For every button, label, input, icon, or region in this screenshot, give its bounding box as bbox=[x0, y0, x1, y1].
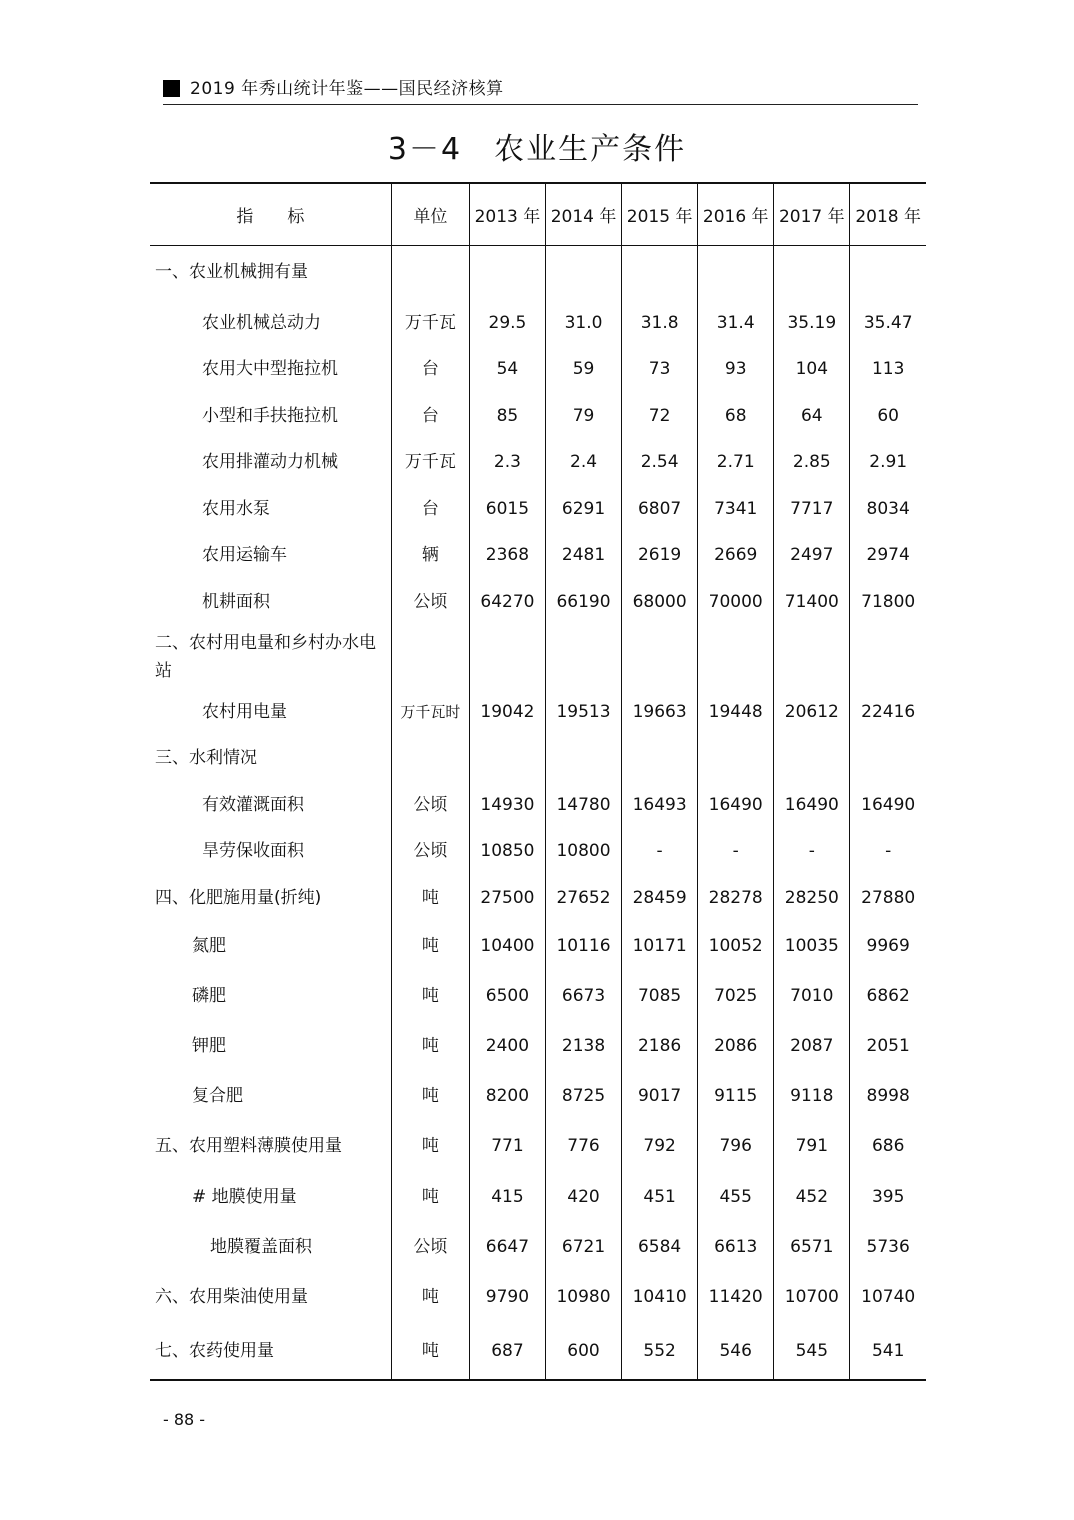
value-cell: 19513 bbox=[545, 689, 621, 735]
value-cell: 8034 bbox=[866, 498, 910, 519]
value-cell: 10171 bbox=[622, 921, 698, 971]
value-cell: 10410 bbox=[622, 1272, 698, 1322]
value-cell: 687 bbox=[469, 1322, 545, 1380]
unit-cell: 吨 bbox=[391, 921, 469, 971]
indicator-cell: 七、农药使用量 bbox=[150, 1322, 391, 1380]
table-row bbox=[150, 625, 926, 689]
value-cell: 16490 bbox=[861, 794, 916, 815]
running-title: 2019 年秀山统计年鉴——国民经济核算 bbox=[190, 79, 504, 99]
value-cell: 6291 bbox=[545, 485, 621, 532]
value-cell: 68000 bbox=[622, 578, 698, 625]
value-cell: 70000 bbox=[698, 578, 774, 625]
indicator-cell: 有效灌溉面积 bbox=[150, 781, 391, 828]
value-cell: 2.71 bbox=[698, 439, 774, 485]
value-cell bbox=[469, 625, 545, 689]
value-cell: 6500 bbox=[469, 971, 545, 1021]
value-cell: 31.4 bbox=[698, 299, 774, 346]
value-cell: 27500 bbox=[469, 874, 545, 921]
value-cell: 776 bbox=[545, 1121, 621, 1171]
value-cell: 10035 bbox=[774, 921, 850, 971]
indicator-cell: 氮肥 bbox=[150, 921, 391, 971]
value-cell: 395 bbox=[871, 1186, 905, 1207]
value-cell bbox=[698, 735, 774, 781]
value-cell: 22416 bbox=[861, 702, 916, 722]
unit-cell: 吨 bbox=[391, 1021, 469, 1071]
value-cell: 6673 bbox=[545, 971, 621, 1021]
value-cell: 791 bbox=[774, 1121, 850, 1171]
value-cell: 31.8 bbox=[622, 299, 698, 346]
table-row bbox=[150, 1222, 926, 1272]
indicator-cell: 农业机械总动力 bbox=[150, 299, 391, 346]
value-cell: 11420 bbox=[698, 1272, 774, 1322]
value-cell: 113 bbox=[871, 359, 905, 379]
value-cell: 455 bbox=[698, 1171, 774, 1222]
indicator-cell: 机耕面积 bbox=[150, 578, 391, 625]
value-cell: 6571 bbox=[774, 1222, 850, 1272]
column-header-indicator: 指 标 bbox=[150, 183, 391, 245]
value-cell: 10800 bbox=[545, 828, 621, 874]
value-cell: 79 bbox=[545, 392, 621, 439]
table-row bbox=[150, 971, 926, 1021]
value-cell: 104 bbox=[774, 346, 850, 392]
unit-cell: 万千瓦时 bbox=[391, 689, 469, 735]
column-header-year: 2016 年 bbox=[698, 183, 774, 245]
value-cell: 14780 bbox=[545, 781, 621, 828]
value-cell: 10850 bbox=[469, 828, 545, 874]
value-cell: 545 bbox=[774, 1322, 850, 1380]
unit-cell: 公顷 bbox=[391, 781, 469, 828]
value-cell: 31.0 bbox=[545, 299, 621, 346]
value-cell: 60 bbox=[877, 405, 899, 426]
table-row bbox=[150, 1021, 926, 1071]
value-cell: 451 bbox=[622, 1171, 698, 1222]
value-cell: 8725 bbox=[545, 1071, 621, 1121]
table-row bbox=[150, 532, 926, 578]
value-cell: 420 bbox=[545, 1171, 621, 1222]
value-cell: 71400 bbox=[774, 578, 850, 625]
column-header-year: 2015 年 bbox=[622, 183, 698, 245]
value-cell bbox=[774, 245, 850, 299]
value-cell: 27652 bbox=[545, 874, 621, 921]
value-cell: 2087 bbox=[774, 1021, 850, 1071]
table-row bbox=[150, 735, 926, 781]
value-cell: 71800 bbox=[861, 591, 916, 612]
column-header-unit: 单位 bbox=[391, 183, 469, 245]
value-cell: 54 bbox=[469, 346, 545, 392]
unit-cell: 公顷 bbox=[391, 1222, 469, 1272]
value-cell: 2.54 bbox=[622, 439, 698, 485]
indicator-cell: 地膜覆盖面积 bbox=[150, 1222, 391, 1272]
indicator-cell: 农村用电量 bbox=[150, 689, 391, 735]
value-cell: 2974 bbox=[866, 545, 910, 565]
unit-cell: 吨 bbox=[391, 971, 469, 1021]
table-row bbox=[150, 299, 926, 346]
value-cell bbox=[622, 625, 698, 689]
unit-cell: 万千瓦 bbox=[391, 439, 469, 485]
value-cell: - bbox=[622, 828, 698, 874]
unit-cell: 公顷 bbox=[391, 828, 469, 874]
table-row bbox=[150, 485, 926, 532]
page-title: 3－4 农业生产条件 bbox=[387, 132, 687, 167]
indicator-cell: 四、化肥施用量(折纯) bbox=[150, 874, 391, 921]
value-cell bbox=[850, 625, 926, 689]
value-cell: 10740 bbox=[861, 1287, 916, 1307]
header-square-icon bbox=[163, 80, 180, 97]
indicator-cell: 一、农业机械拥有量 bbox=[150, 245, 391, 299]
indicator-cell: 三、水利情况 bbox=[150, 735, 391, 781]
value-cell: - bbox=[698, 828, 774, 874]
unit-cell: 吨 bbox=[391, 1121, 469, 1171]
table-row bbox=[150, 392, 926, 439]
value-cell: 10700 bbox=[774, 1272, 850, 1322]
value-cell: 16493 bbox=[622, 781, 698, 828]
value-cell bbox=[545, 625, 621, 689]
unit-cell: 吨 bbox=[391, 874, 469, 921]
value-cell: 541 bbox=[850, 1322, 926, 1380]
table-row bbox=[150, 1121, 926, 1171]
indicator-cell: 小型和手扶拖拉机 bbox=[150, 392, 391, 439]
value-cell: 9115 bbox=[698, 1071, 774, 1121]
value-cell: 8998 bbox=[866, 1086, 910, 1106]
value-cell: 29.5 bbox=[469, 299, 545, 346]
value-cell: 16490 bbox=[774, 781, 850, 828]
indicator-cell: 钾肥 bbox=[150, 1021, 391, 1071]
value-cell: 8200 bbox=[469, 1071, 545, 1121]
table-row bbox=[150, 578, 926, 625]
value-cell: 19663 bbox=[622, 689, 698, 735]
value-cell: 6015 bbox=[469, 485, 545, 532]
value-cell: 10980 bbox=[545, 1272, 621, 1322]
unit-cell bbox=[391, 625, 469, 689]
unit-cell: 万千瓦 bbox=[391, 299, 469, 346]
table-row bbox=[150, 245, 926, 299]
column-header-year: 2014 年 bbox=[545, 183, 621, 245]
value-cell: 600 bbox=[545, 1322, 621, 1380]
value-cell: 9017 bbox=[622, 1071, 698, 1121]
value-cell: 28250 bbox=[774, 874, 850, 921]
value-cell bbox=[545, 245, 621, 299]
value-cell: 59 bbox=[545, 346, 621, 392]
value-cell: - bbox=[885, 841, 892, 861]
value-cell: 2138 bbox=[545, 1021, 621, 1071]
value-cell: 771 bbox=[469, 1121, 545, 1171]
value-cell: 552 bbox=[622, 1322, 698, 1380]
value-cell: 2.3 bbox=[469, 439, 545, 485]
value-cell bbox=[698, 245, 774, 299]
value-cell: 20612 bbox=[774, 689, 850, 735]
value-cell: 35.47 bbox=[863, 312, 913, 333]
value-cell: 6721 bbox=[545, 1222, 621, 1272]
value-cell bbox=[545, 735, 621, 781]
value-cell: 452 bbox=[774, 1171, 850, 1222]
value-cell: 66190 bbox=[545, 578, 621, 625]
column-header-year: 2017 年 bbox=[774, 183, 850, 245]
value-cell bbox=[850, 245, 926, 299]
unit-cell: 辆 bbox=[391, 532, 469, 578]
indicator-cell: 农用排灌动力机械 bbox=[150, 439, 391, 485]
value-cell: 7341 bbox=[698, 485, 774, 532]
value-cell: 2.4 bbox=[545, 439, 621, 485]
table-row bbox=[150, 346, 926, 392]
value-cell: - bbox=[774, 828, 850, 874]
value-cell: 10052 bbox=[698, 921, 774, 971]
value-cell: 5736 bbox=[866, 1237, 910, 1257]
table-row bbox=[150, 1322, 926, 1380]
value-cell: 2.85 bbox=[774, 439, 850, 485]
table-row bbox=[150, 1071, 926, 1121]
value-cell: 7717 bbox=[774, 485, 850, 532]
value-cell: 19448 bbox=[698, 689, 774, 735]
table-header-row bbox=[150, 183, 926, 245]
value-cell: 9118 bbox=[774, 1071, 850, 1121]
value-cell: 9969 bbox=[866, 936, 910, 956]
value-cell: 6862 bbox=[866, 986, 910, 1006]
table-row bbox=[150, 1272, 926, 1322]
value-cell: 2497 bbox=[774, 532, 850, 578]
indicator-cell: 磷肥 bbox=[150, 971, 391, 1021]
indicator-cell: 农用运输车 bbox=[150, 532, 391, 578]
column-header-year: 2018 年 bbox=[850, 183, 926, 245]
unit-cell: 吨 bbox=[391, 1322, 469, 1380]
value-cell bbox=[774, 735, 850, 781]
value-cell: 2.91 bbox=[869, 452, 908, 472]
value-cell bbox=[698, 625, 774, 689]
unit-cell: 吨 bbox=[391, 1272, 469, 1322]
value-cell: 93 bbox=[698, 346, 774, 392]
value-cell: 35.19 bbox=[774, 299, 850, 346]
value-cell: 10400 bbox=[469, 921, 545, 971]
value-cell: 28278 bbox=[698, 874, 774, 921]
value-cell: 2619 bbox=[622, 532, 698, 578]
value-cell: 14930 bbox=[469, 781, 545, 828]
value-cell: 796 bbox=[698, 1121, 774, 1171]
value-cell bbox=[622, 735, 698, 781]
value-cell: 6584 bbox=[622, 1222, 698, 1272]
unit-cell: 吨 bbox=[391, 1171, 469, 1222]
unit-cell bbox=[391, 735, 469, 781]
indicator-cell: 农用大中型拖拉机 bbox=[150, 346, 391, 392]
value-cell: 9790 bbox=[469, 1272, 545, 1322]
value-cell: 686 bbox=[871, 1136, 905, 1156]
indicator-cell: 旱劳保收面积 bbox=[150, 828, 391, 874]
value-cell: 19042 bbox=[469, 689, 545, 735]
table-row bbox=[150, 1171, 926, 1222]
value-cell: 546 bbox=[698, 1322, 774, 1380]
value-cell bbox=[774, 625, 850, 689]
unit-cell bbox=[391, 245, 469, 299]
unit-cell: 台 bbox=[391, 485, 469, 532]
table-row bbox=[150, 874, 926, 921]
value-cell: 64270 bbox=[469, 578, 545, 625]
page-number: - 88 - bbox=[163, 1410, 206, 1429]
table-row bbox=[150, 921, 926, 971]
value-cell: 2669 bbox=[698, 532, 774, 578]
table-row bbox=[150, 828, 926, 874]
value-cell: 64 bbox=[774, 392, 850, 439]
value-cell: 6647 bbox=[469, 1222, 545, 1272]
value-cell: 7025 bbox=[698, 971, 774, 1021]
value-cell: 85 bbox=[469, 392, 545, 439]
value-cell: 16490 bbox=[698, 781, 774, 828]
indicator-cell: 六、农用柴油使用量 bbox=[150, 1272, 391, 1322]
indicator-cell: 二、农村用电量和乡村办水电站 bbox=[150, 625, 391, 689]
value-cell: 73 bbox=[622, 346, 698, 392]
table-row bbox=[150, 689, 926, 735]
value-cell: 7010 bbox=[774, 971, 850, 1021]
value-cell: 2186 bbox=[622, 1021, 698, 1071]
indicator-cell: 复合肥 bbox=[150, 1071, 391, 1121]
value-cell: 27880 bbox=[861, 887, 916, 908]
value-cell: 6807 bbox=[622, 485, 698, 532]
indicator-cell: 农用水泵 bbox=[150, 485, 391, 532]
running-header bbox=[163, 76, 918, 105]
unit-cell: 吨 bbox=[391, 1071, 469, 1121]
indicator-cell: 五、农用塑料薄膜使用量 bbox=[150, 1121, 391, 1171]
indicator-cell: # 地膜使用量 bbox=[150, 1171, 391, 1222]
value-cell: 28459 bbox=[622, 874, 698, 921]
value-cell: 6613 bbox=[698, 1222, 774, 1272]
value-cell: 2086 bbox=[698, 1021, 774, 1071]
value-cell bbox=[850, 735, 926, 781]
value-cell: 7085 bbox=[622, 971, 698, 1021]
value-cell: 2368 bbox=[469, 532, 545, 578]
value-cell: 792 bbox=[622, 1121, 698, 1171]
value-cell: 68 bbox=[698, 392, 774, 439]
unit-cell: 台 bbox=[391, 392, 469, 439]
value-cell: 2400 bbox=[469, 1021, 545, 1071]
column-header-year: 2013 年 bbox=[469, 183, 545, 245]
table-row bbox=[150, 439, 926, 485]
unit-cell: 公顷 bbox=[391, 578, 469, 625]
value-cell: 2481 bbox=[545, 532, 621, 578]
value-cell bbox=[469, 245, 545, 299]
value-cell: 10116 bbox=[545, 921, 621, 971]
value-cell: 72 bbox=[622, 392, 698, 439]
value-cell: 415 bbox=[469, 1171, 545, 1222]
value-cell bbox=[622, 245, 698, 299]
value-cell bbox=[469, 735, 545, 781]
table-row bbox=[150, 781, 926, 828]
statistics-table bbox=[150, 182, 926, 1381]
unit-cell: 台 bbox=[391, 346, 469, 392]
value-cell: 2051 bbox=[866, 1036, 910, 1056]
